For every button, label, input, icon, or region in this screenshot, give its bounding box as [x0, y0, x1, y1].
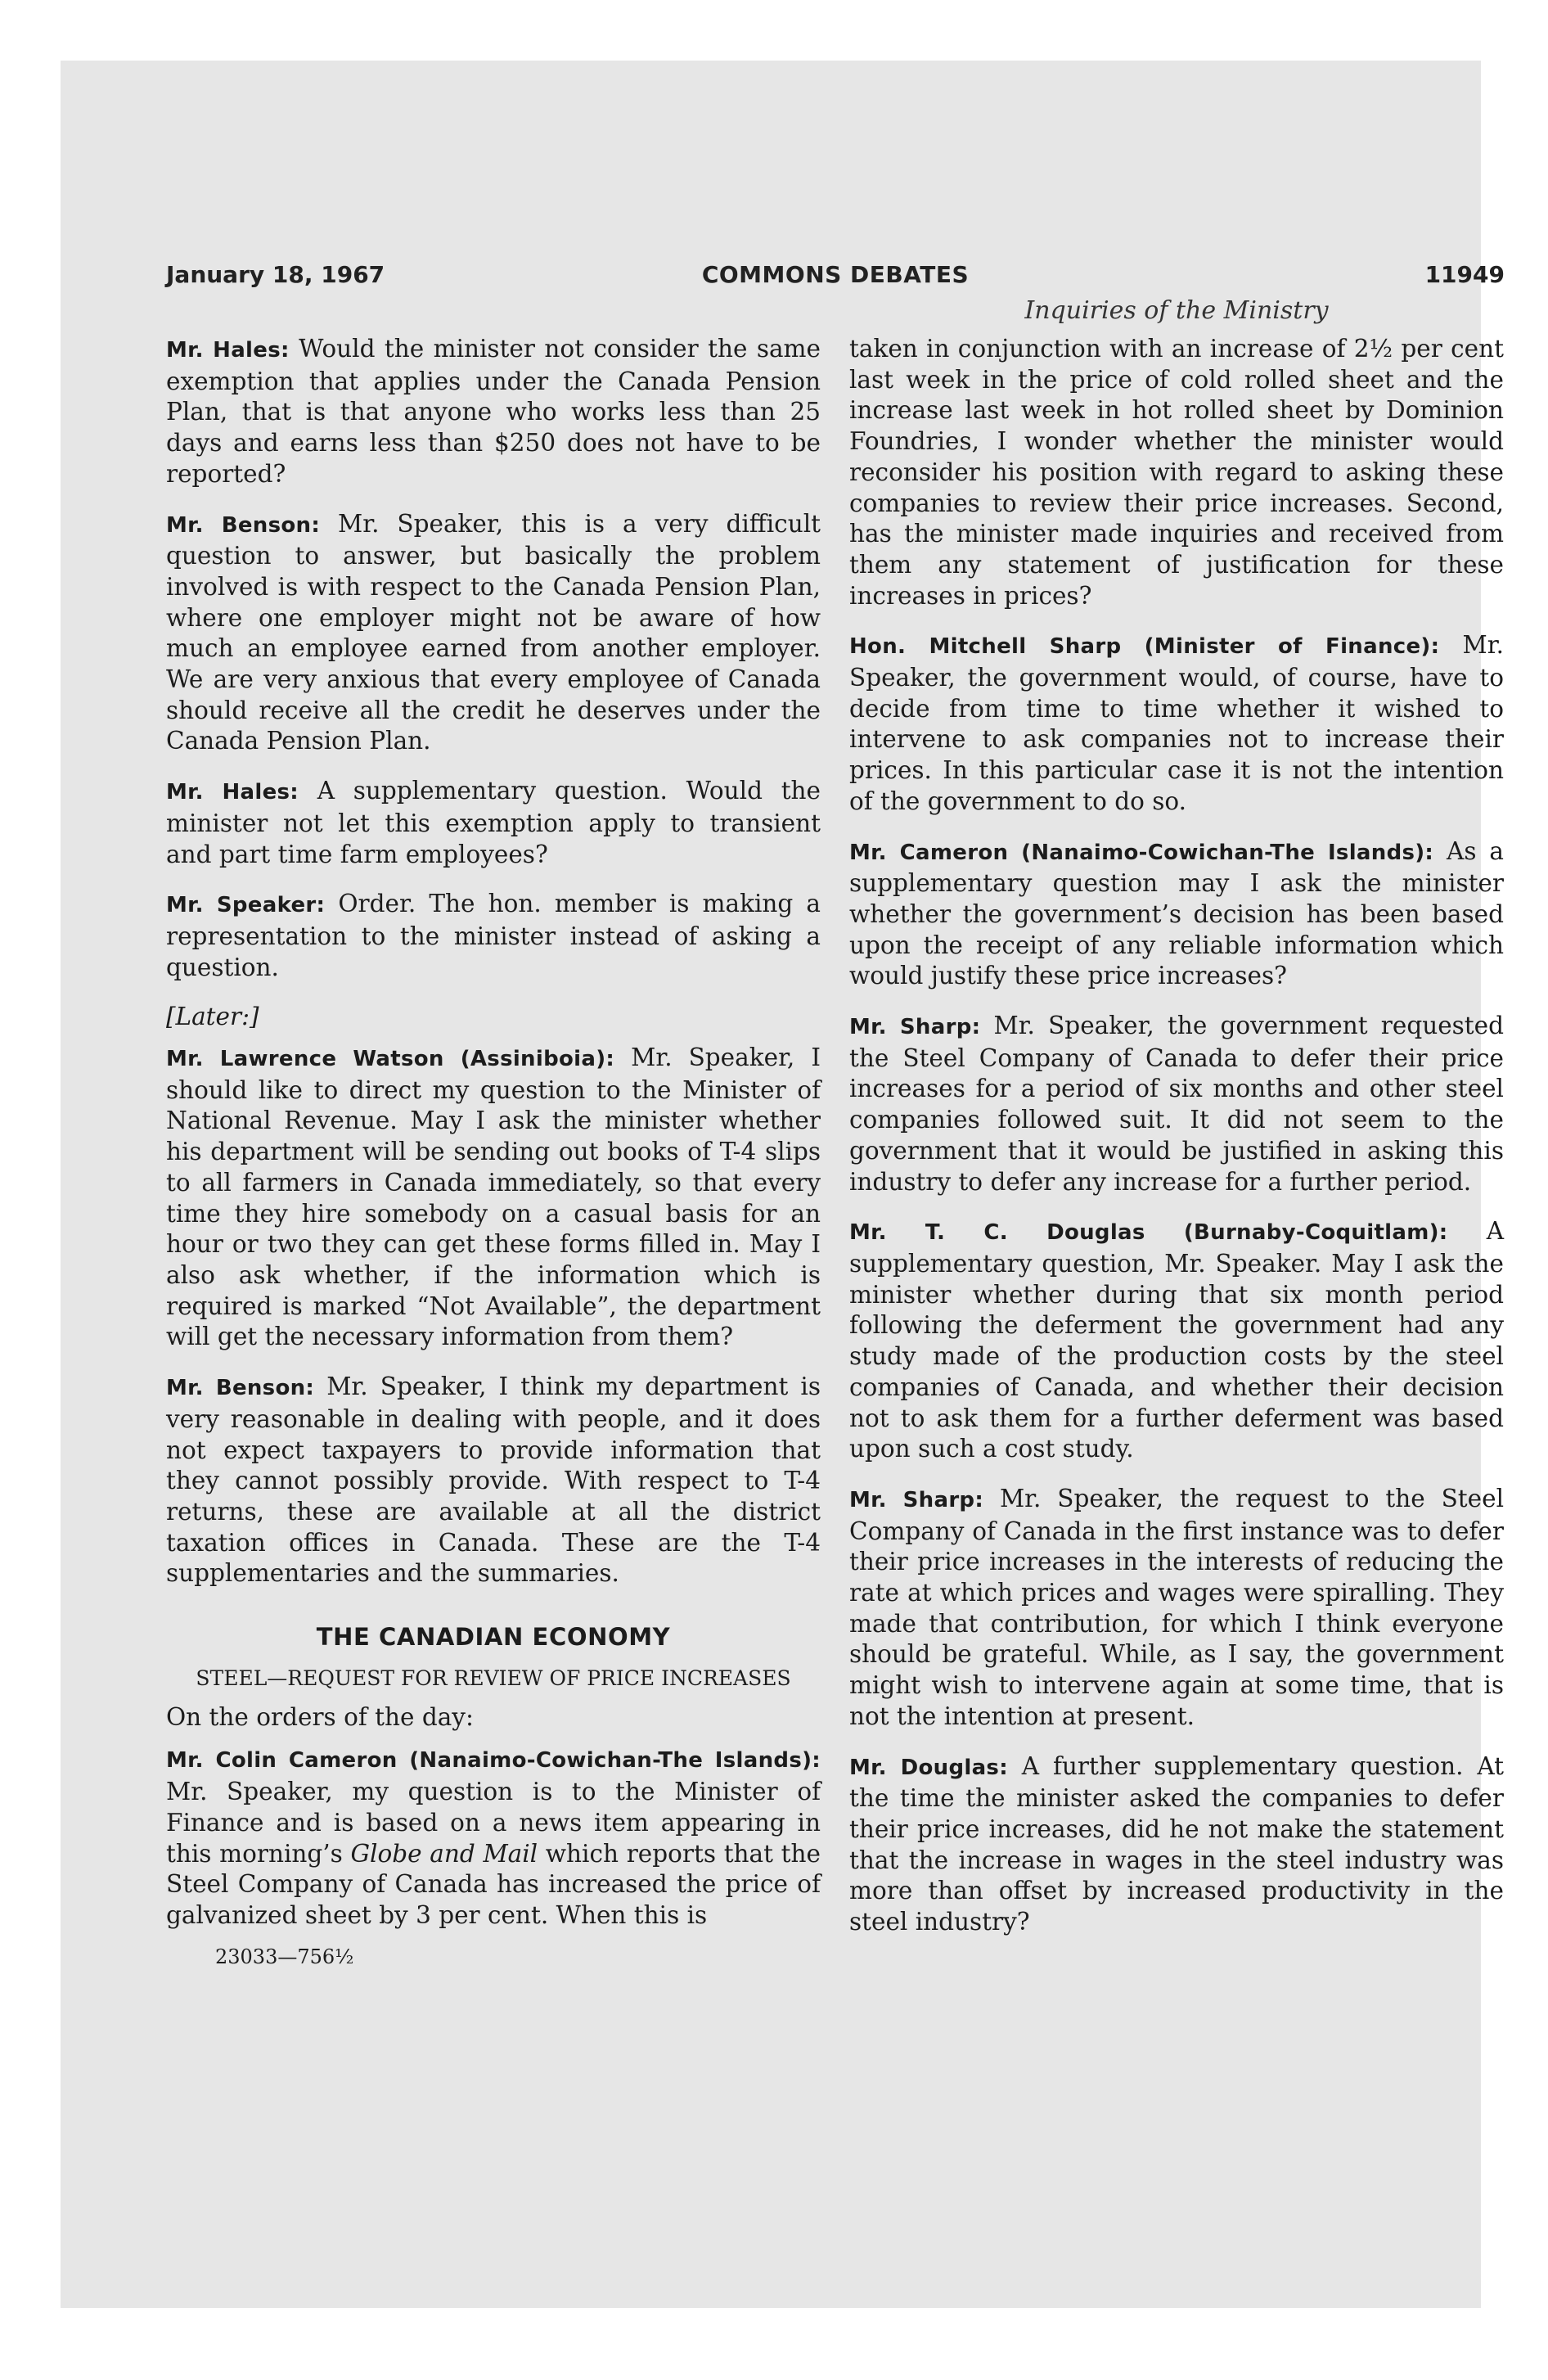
speaker-name: Hon. Mitchell Sharp (Minister of Finance):	[849, 634, 1440, 660]
later-marker: [Later:]	[166, 1003, 259, 1031]
newspaper-name: Globe and Mail	[350, 1839, 538, 1868]
page-header	[166, 261, 1505, 294]
header-page-number: 11949	[1424, 261, 1505, 288]
speaker-name: Mr. Sharp:	[849, 1015, 981, 1040]
speaker-name: Mr. Speaker:	[166, 893, 326, 918]
speech-text: As a supplementary question may I ask the minister whether the government’s decision has been based upon the receipt of any reliable information which would justify these price increases?	[849, 836, 1504, 990]
paragraph	[849, 334, 1504, 611]
speech-text: A further supplementary question. At the time the minister asked the companies to defer their price increases, did he not make the statement that the increase in wages in the steel industry was more than offset by increased productivity in the steel industry?	[849, 1751, 1504, 1936]
left-column	[166, 334, 821, 1972]
speaker-name: Mr. Colin Cameron (Nanaimo-Cowichan-The Islands):	[166, 1748, 821, 1774]
paragraph	[166, 1043, 821, 1353]
speech-text: A supplementary question. Would the minister not let this exemption apply to transient and part time farm employees?	[166, 777, 821, 868]
speech-text: Mr. Speaker, the request to the Steel Company of Canada in the first instance was to defer their price increases in the interests of reducing the rate at which prices and wages were spiralling. They made that contribution, for which I think everyone should be grateful. While, as I say, the government might wish to intervene again at some time, that is not the intention at present.	[849, 1484, 1504, 1730]
section-title: THE CANADIAN ECONOMY	[316, 1623, 671, 1652]
paragraph	[166, 889, 821, 983]
speech-text: Order. The hon. member is making a representation to the minister instead of asking a question.	[166, 890, 821, 981]
speech-text: Mr. Speaker, I think my department is very reasonable in dealing with people, and it does not expect taxpayers to provide information that they cannot possibly provide. With respect to T-4 returns, these are available at all the district taxation offices in Canada. These are the T-4 supplementaries and the summaries.	[166, 1373, 821, 1588]
speaker-name: Mr. Hales:	[166, 338, 290, 363]
paragraph	[849, 1216, 1504, 1465]
print-code: 23033—756½	[215, 1945, 354, 1968]
speaker-name: Mr. Hales:	[166, 780, 299, 805]
section-subtitle: STEEL—REQUEST FOR REVIEW OF PRICE INCREASES	[196, 1666, 791, 1690]
speech-text: Mr. Speaker, this is a very difficult question to answer, but basically the problem involved is with respect to the Canada Pension Plan, where one employer might not be aware of how much an employee earned from another employer. We are very anxious that every employee of Canada should receive all the credit he deserves under the Canada Pension Plan.	[166, 509, 821, 755]
speech-text: Would the minister not consider the same exemption that applies under the Canada Pension Plan, that is that anyone who works less than 25 days and earns less than $250 does not have to be reported?	[166, 335, 821, 488]
speech-text: taken in conjunction with an increase of 2½ per cent last week in the price of cold rolled sheet and the increase last week in hot rolled sheet by Dominion Foundries, I wonder whether the minister would reconsider his position with regard to asking these companies to review their price increases. Second, has the minister made inquiries and received from them any statement of justification for these increases in prices?	[849, 335, 1504, 610]
speaker-name: Mr. Douglas:	[849, 1755, 1008, 1780]
speaker-name: Mr. Benson:	[166, 512, 321, 538]
speaker-name: Mr. Benson:	[166, 1376, 315, 1401]
page-sheet	[61, 61, 1505, 2308]
orders-of-the-day: On the orders of the day:	[166, 1702, 474, 1731]
speaker-name: Mr. Sharp:	[849, 1487, 984, 1512]
paragraph	[166, 1744, 821, 1931]
section-running-head: Inquiries of the Ministry	[1024, 296, 1329, 325]
paragraph	[849, 1011, 1504, 1197]
paragraph	[849, 1751, 1504, 1938]
speech-text: which reports that the Steel Company of Canada has increased the price of galvanized sheet by 3 per cent. When this is	[166, 1839, 821, 1929]
paragraph	[166, 1372, 821, 1589]
speech-text: Mr. Speaker, the government requested the Steel Company of Canada to defer their price increases for a period of six months and other steel companies followed suit. It did not seem to the government that it would be justified in asking this industry to defer any increase for a further period.	[849, 1012, 1505, 1196]
speech-text: A supplementary question, Mr. Speaker. May I ask the minister whether during that six month period following the deferment the government had any study made of the production costs by the steel companies of Canada, and whether their decision not to ask them for a further deferment was based upon such a cost study.	[849, 1217, 1505, 1463]
paragraph	[166, 334, 821, 490]
right-column	[849, 334, 1504, 1957]
speech-text: Mr. Speaker, I should like to direct my question to the Minister of National Revenue. May I ask the minister whether his department will be sending out books of T-4 slips to all farmers in Canada immediately, so that every time they hire somebody on a casual basis for an hour or two they can get these forms filled in. May I also ask whether, if the information which is required is marked “Not Available”, the department will get the necessary information from them?	[166, 1044, 821, 1351]
speaker-name: Mr. Cameron (Nanaimo-Cowichan-The Islands):	[849, 840, 1434, 865]
paragraph	[849, 630, 1504, 817]
paragraph	[166, 776, 821, 870]
paragraph	[849, 836, 1504, 993]
header-title: COMMONS DEBATES	[701, 261, 970, 288]
speech-text: Mr. Speaker, the government would, of course, have to decide from time to time whether it wished to intervene to ask companies not to increase their prices. In this particular case it is not the intention of the government to do so.	[849, 631, 1504, 815]
speech-text: Mr. Speaker, my question is to the Minister of Finance and is based on a news item appearing in this morning’s	[166, 1778, 821, 1868]
header-date: January 18, 1967	[166, 261, 385, 288]
paragraph	[166, 509, 821, 758]
paragraph	[849, 1484, 1504, 1733]
speaker-name: Mr. T. C. Douglas (Burnaby-Coquitlam):	[849, 1220, 1448, 1246]
speaker-name: Mr. Lawrence Watson (Assiniboia):	[166, 1047, 615, 1072]
